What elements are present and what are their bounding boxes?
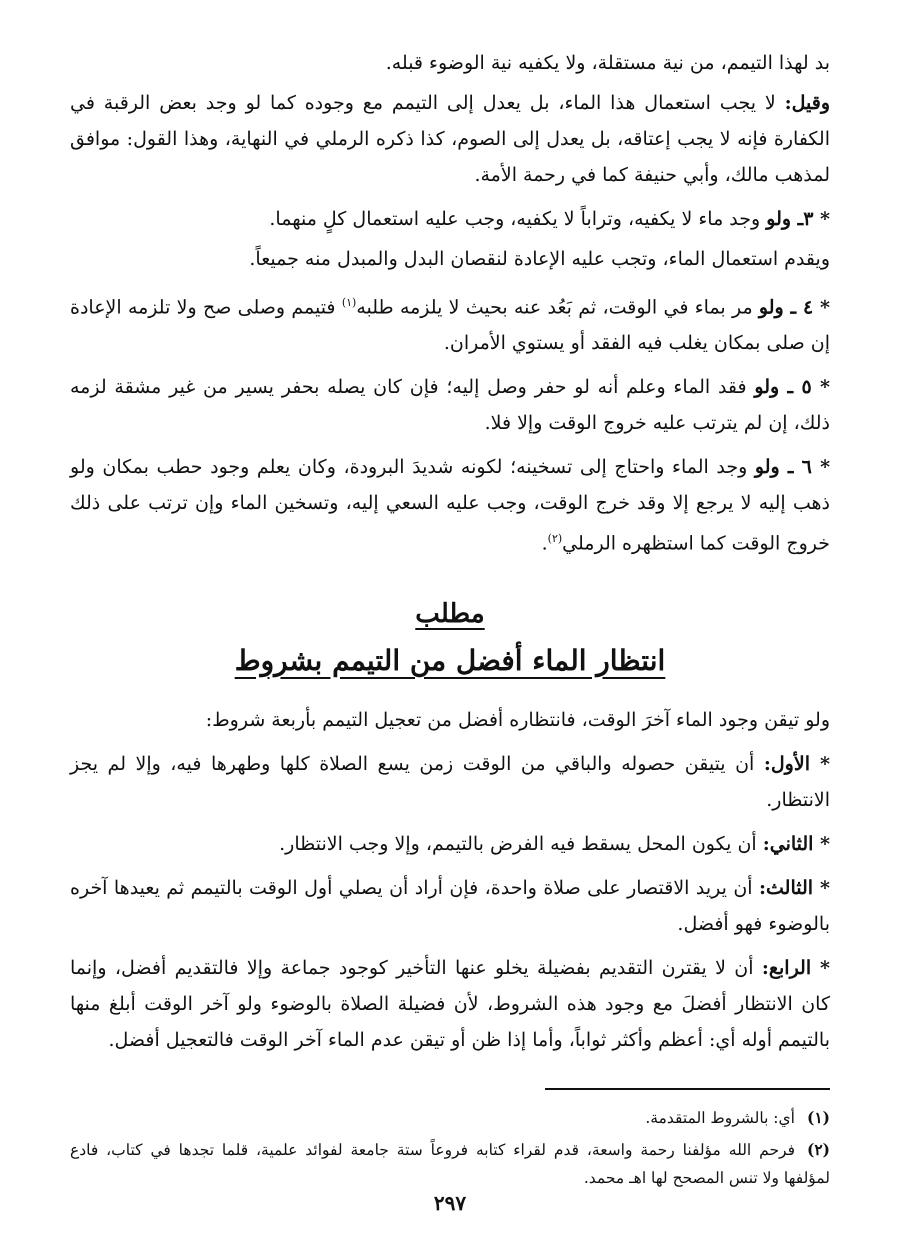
paragraph: * الثالث: أن يريد الاقتصار على صلاة واحدة، فإن أراد أن يصلي أول الوقت بالتيمم ثم يعيدها آخره بالوضوء فهو أفضل. [70, 876, 830, 935]
paragraph: * ٥ ـ ولو فقد الماء وعلم أنه لو حفر وصل إليه؛ فإن كان يصله بحفر يسير من غير مشقة لزمه ذلك، إن لم يترتب عليه خروج الوقت وإلا فلا. [70, 376, 830, 435]
paragraph: ولو تيقن وجود الماء آخرَ الوقت، فانتظاره أفضل من تعجيل التيمم بأربعة شروط: [205, 708, 830, 731]
paragraph: * الرابع: أن لا يقترن التقديم بفضيلة يخلو عنها التأخير كوجود جماعة وإلا فالتقديم أفضل، وإنما كان الانتظار أفضلَ مع وجود هذه الشروط، لأن فضيلة الصلاة بالوضوء ولو آخر الوقت أبلغ منها بالتيمم أوله أي: أعظم وأكثر ثواباً، وأما إذا ظن أو تيقن عدم الماء آخر الوقت فالتعجيل أفضل. [70, 956, 830, 1051]
footnotes [70, 1104, 830, 1192]
footnote-divider [545, 1088, 830, 1090]
paragraph: * ٣ـ ولو وجد ماء لا يكفيه، وتراباً لا يكفيه، وجب عليه استعمال كلٍ منهما. [269, 208, 830, 230]
body-top [70, 45, 830, 562]
section-label: مطلب [415, 598, 485, 629]
body-bottom [70, 702, 830, 1058]
page-number: ٢٩٧ [433, 1191, 467, 1215]
paragraph: * ٤ ـ ولو مر بماء في الوقت، ثم بَعُد عنه بحيث لا يلزمه طلبه$^{(١)}$ فتيمم وصلى صح ولا تلزمه الإعادة إن صلى بمكان يغلب فيه الفقد أو يستوي الأمران. [70, 296, 830, 355]
footnote: (١)أي: بالشروط المتقدمة. [645, 1107, 830, 1127]
paragraph: * الثاني: أن يكون المحل يسقط فيه الفرض بالتيمم، وإلا وجب الانتظار. [279, 832, 830, 855]
footnote-ref: (١) [341, 296, 357, 309]
footnote-ref: (٢) [547, 532, 563, 546]
section-title: انتظار الماء أفضل من التيمم بشروط [234, 643, 666, 677]
paragraph: بد لهذا التيمم، من نية مستقلة، ولا يكفيه نية الوضوء قبله. [385, 52, 830, 74]
paragraph: * الأول: أن يتيقن حصوله والباقي من الوقت زمن يسع الصلاة كلها وطهرها فيه، وإلا لم يجز الانتظار. [70, 752, 830, 811]
paragraph: ويقدم استعمال الماء، وتجب عليه الإعادة لنقصان البدل والمبدل منه جميعاً. [249, 248, 830, 270]
footnote: (٢)فرحم الله مؤلفنا رحمة واسعة، قدم لقراء كتابه فروعاً ستة جامعة لفوائد علمية، قلما تجدها في كتاب، فادع لمؤلفها ولا تنس المصحح لها اهـ محمد. [70, 1139, 830, 1187]
document-page [70, 45, 830, 1215]
paragraph: وقيل: لا يجب استعمال هذا الماء، بل يعدل إلى التيمم مع وجوده كما لو وجد بعض الرقبة في الكفارة فإنه لا يجب إعتاقه، بل يعدل إلى الصوم، كذا ذكره الرملي في النهاية، وهذا القول: موافق لمذهب مالك، وأبي حنيفة كما في رحمة الأمة. [70, 92, 830, 186]
paragraph: * ٦ ـ ولو وجد الماء واحتاج إلى تسخينه؛ لكونه شديدَ البرودة، وكان يعلم وجود حطب بمكان ولو ذهب إليه لا يرجع إلا وقد خرج الوقت، وجب عليه السعي إليه، وتسخين الماء وإن ترتب على ذلك خروج الوقت كما استظهره الرملي$^{(٢)}$. [70, 456, 831, 555]
